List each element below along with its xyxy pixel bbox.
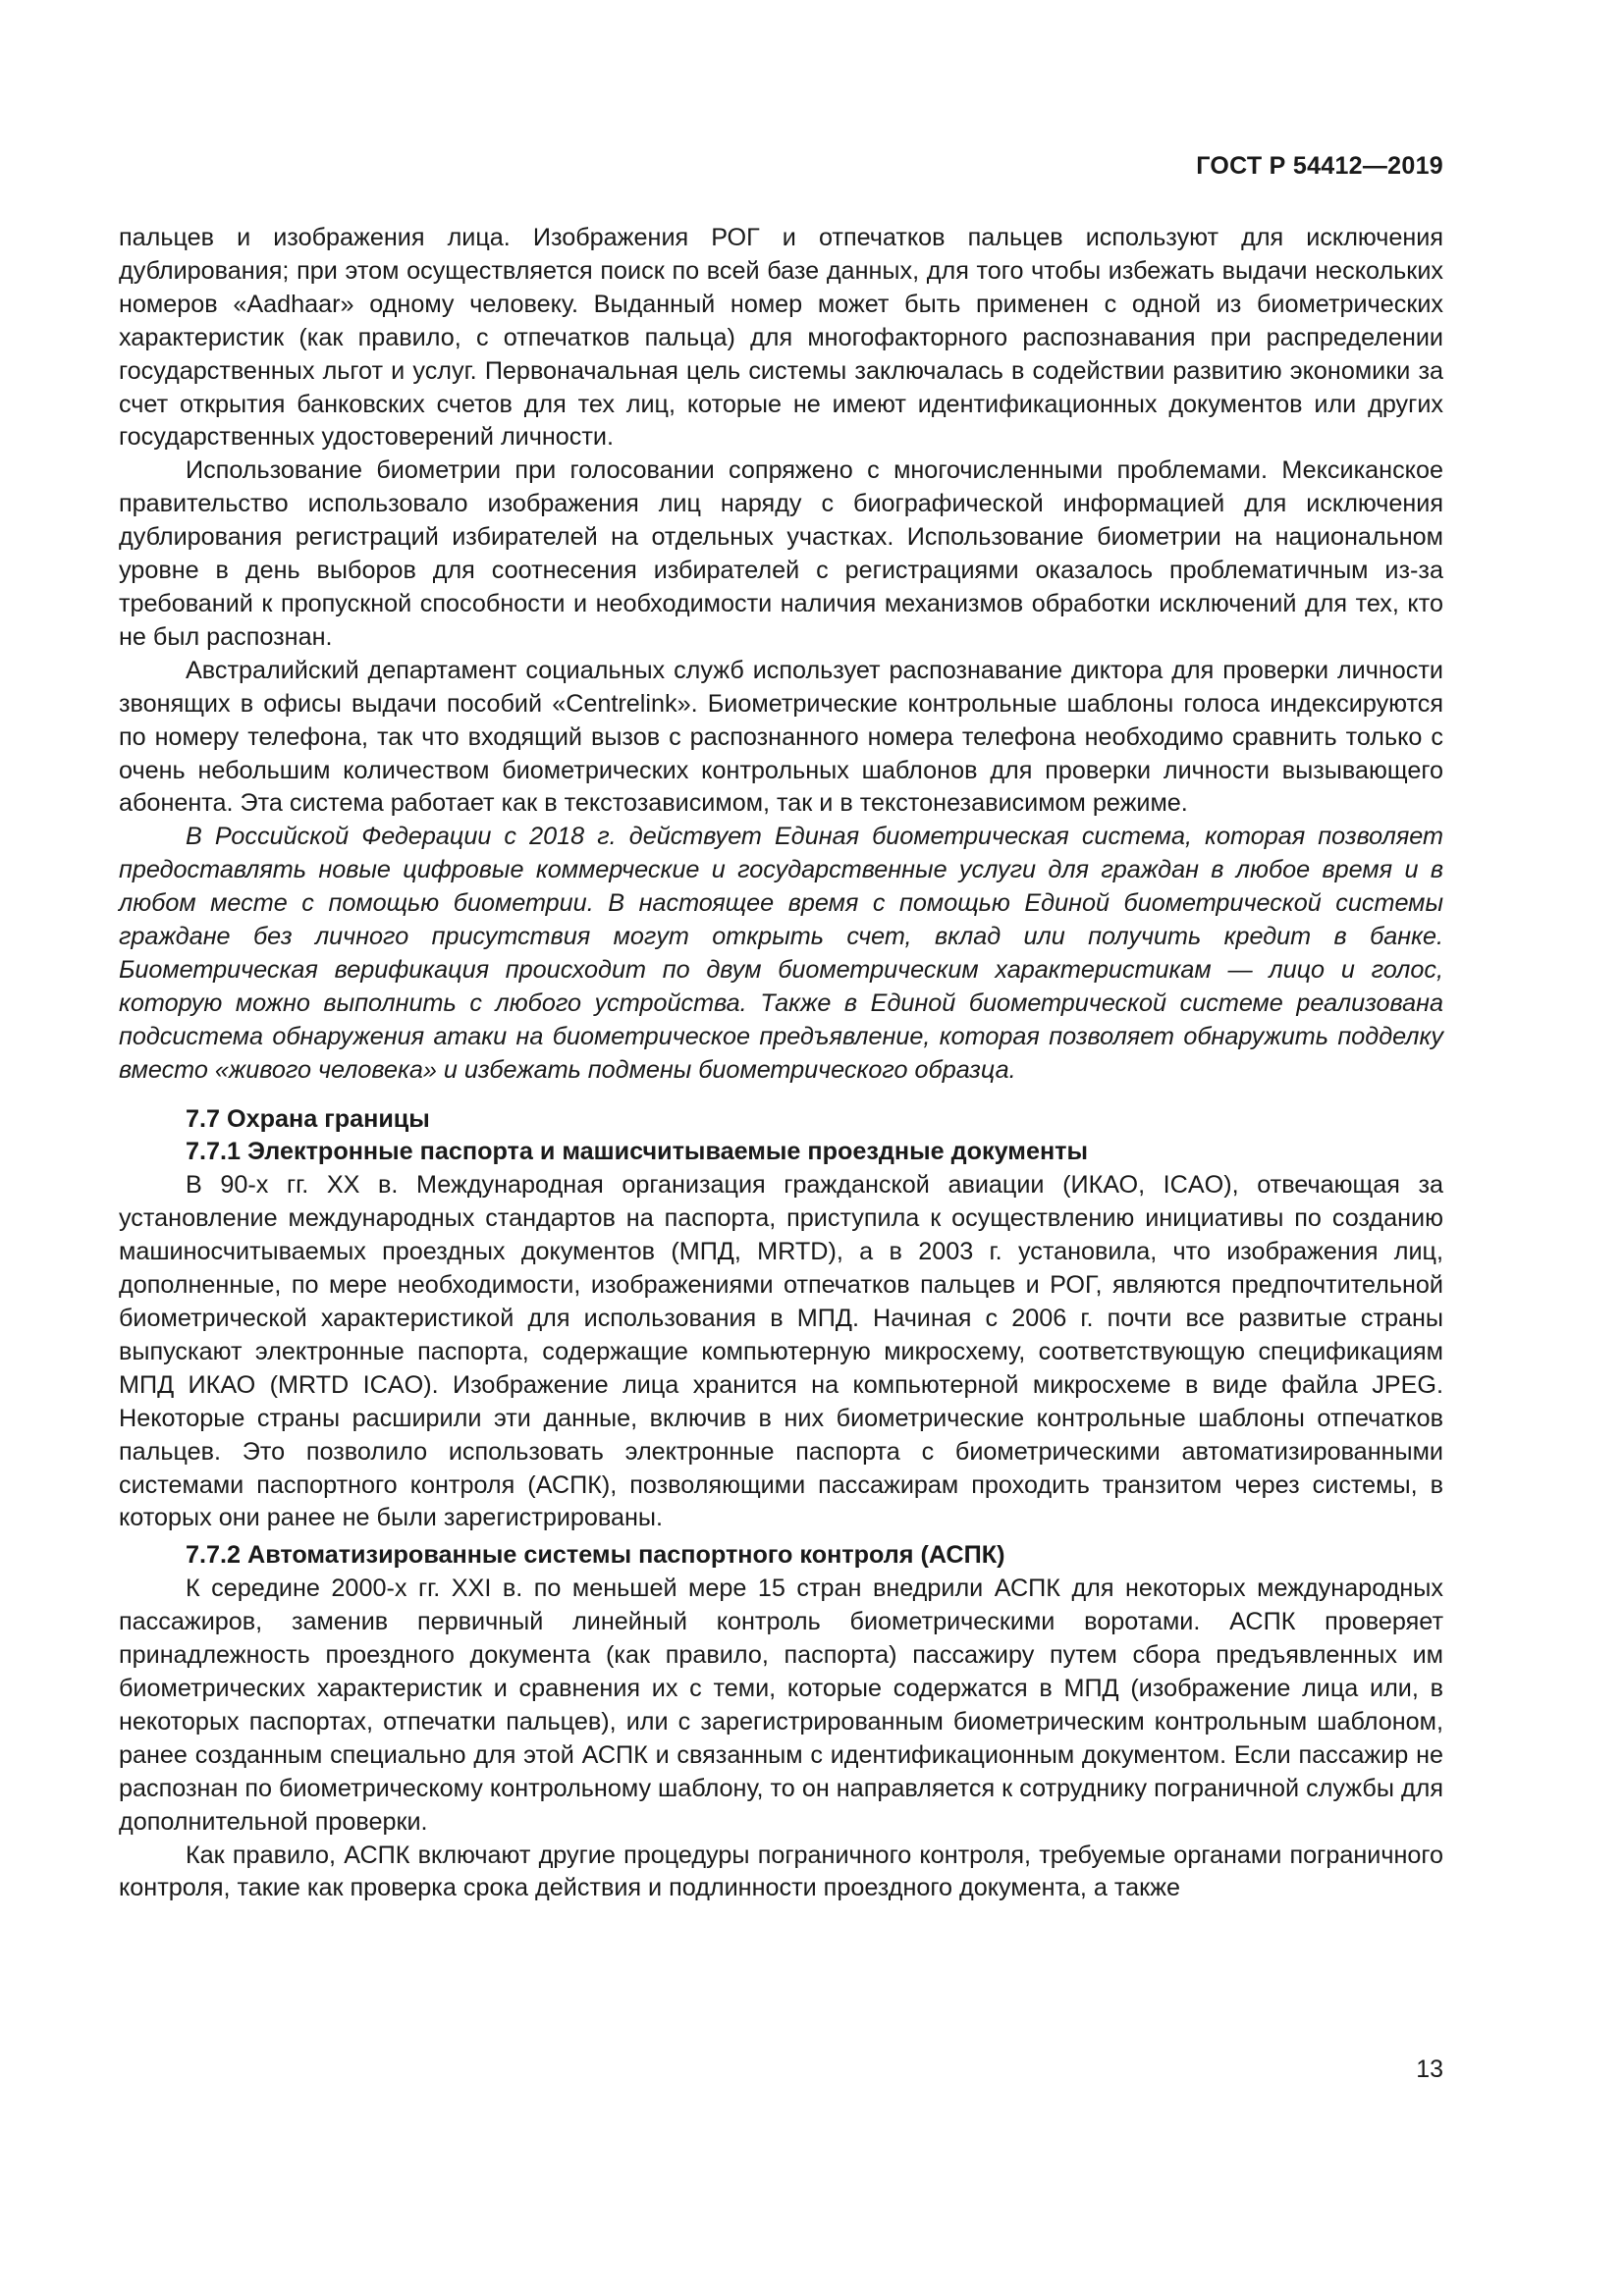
page-number: 13 — [1416, 2056, 1443, 2083]
paragraph-aadhaar: пальцев и изображения лица. Изображения РОГ и отпечатков пальцев используют для исключения дублирования; при этом осуществляется поиск по всей базе данных, для того чтобы избежать выдачи нескольких номеров «Aadhaar» одному человеку. Выданный номер может быть применен с одной из биометрических характеристик (как правило, с отпечатков пальца) для многофакторного распознавания при распределении государственных льгот и услуг. Первоначальная цель системы заключалась в содействии развитию экономики за счет открытия банковских счетов для тех лиц, которые не имеют идентификационных документов или других государственных удостоверений личности. — [119, 224, 1443, 452]
paragraph-icao-mrtd: В 90-х гг. XX в. Международная организация гражданской авиации (ИКАО, ICAO), отвечающая за установление международных стандартов на паспорта, приступила к осуществлению инициативы по созданию машиносчитываемых проездных документов (МПД, MRTD), а в 2003 г. установила, что изображения лиц, дополненные, по мере необходимости, изображениями отпечатков пальцев и РОГ, являются предпочтительной биометрической характеристикой для использования в МПД. Начиная с 2006 г. почти все развитые страны выпускают электронные паспорта, содержащие компьютерную микросхему, соответствующую спецификациям МПД ИКАО (MRTD ICAO). Изображение лица хранится на компьютерной микросхеме в виде файла JPEG. Некоторые страны расширили эти данные, включив в них биометрические контрольные шаблоны отпечатков пальцев. Это позволило использовать электронные паспорта с биометрическими автоматизированными системами паспортного контроля (АСПК), позволяющими пассажирам проходить транзитом через системы, в которых они ранее не были зарегистрированы. — [119, 1171, 1443, 1532]
paragraph-centrelink: Австралийский департамент социальных служб использует распознавание диктора для проверки личности звонящих в офисы выдачи пособий «Centrelink». Биометрические контрольные шаблоны голоса индексируются по номеру телефона, так что входящий вызов с распознанного номера телефона необходимо сравнить только с очень небольшим количеством биометрических контрольных шаблонов для проверки личности вызывающего абонента. Эта система работает как в текстозависимом, так и в текстонезависимом режиме. — [119, 656, 1443, 818]
document-header: ГОСТ Р 54412—2019 — [1196, 152, 1443, 180]
paragraph-abc-gates: К середине 2000-х гг. XXI в. по меньшей мере 15 стран внедрили АСПК для некоторых международных пассажиров, заменив первичный линейный контроль биометрическими воротами. АСПК проверяет принадлежность проездного документа (как правило, паспорта) пассажиру путем сбора предъявленных им биометрических характеристик и сравнения их с теми, которые содержатся в МПД (изображение лица или, в некоторых паспортах, отпечатки пальцев), или с зарегистрированным биометрическим контрольным шаблоном, ранее созданным специально для этой АСПК и связанным с идентификационным документом. Если пассажир не распознан по биометрическому контрольному шаблону, то он направляется к сотруднику пограничной службы для дополнительной проверки. — [119, 1575, 1443, 1836]
paragraph-russia-ebs: В Российской Федерации с 2018 г. действует Единая биометрическая система, которая позволяет предоставлять новые цифровые коммерческие и государственные услуги для граждан в любое время и в любом месте с помощью биометрии. В настоящее время с помощью Единой биометрической системы граждане без личного присутствия могут открыть счет, вклад или получить кредит в банке. Биометрическая верификация происходит по двум биометрическим характеристикам — лицо и голос, которую можно выполнить с любого устройства. Также в Единой биометрической системе реализована подсистема обнаружения атаки на биометрическое предъявление, которая позволяет обнаружить подделку вместо «живого человека» и избежать подмены биометрического образца. — [119, 823, 1443, 1084]
document-body — [119, 222, 1443, 1905]
section-heading-7-7: 7.7 Охрана границы — [186, 1104, 430, 1133]
section-heading-7-7-1: 7.7.1 Электронные паспорта и машисчитываемые проездные документы — [186, 1138, 1089, 1166]
paragraph-border-procedures: Как правило, АСПК включают другие процедуры пограничного контроля, требуемые органами пограничного контроля, такие как проверка срока действия и подлинности проездного документа, а также — [119, 1841, 1443, 1902]
section-heading-7-7-2: 7.7.2 Автоматизированные системы паспортного контроля (АСПК) — [186, 1541, 1005, 1570]
paragraph-voting: Использование биометрии при голосовании сопряжено с многочисленными проблемами. Мексиканское правительство использовало изображения лиц наряду с биографической информацией для исключения дублирования регистраций избирателей на отдельных участках. Использование биометрии на национальном уровне в день выборов для соотнесения избирателей с регистрациями оказалось проблематичным из-за требований к пропускной способности и необходимости наличия механизмов обработки исключений для тех, кто не был распознан. — [119, 456, 1443, 651]
